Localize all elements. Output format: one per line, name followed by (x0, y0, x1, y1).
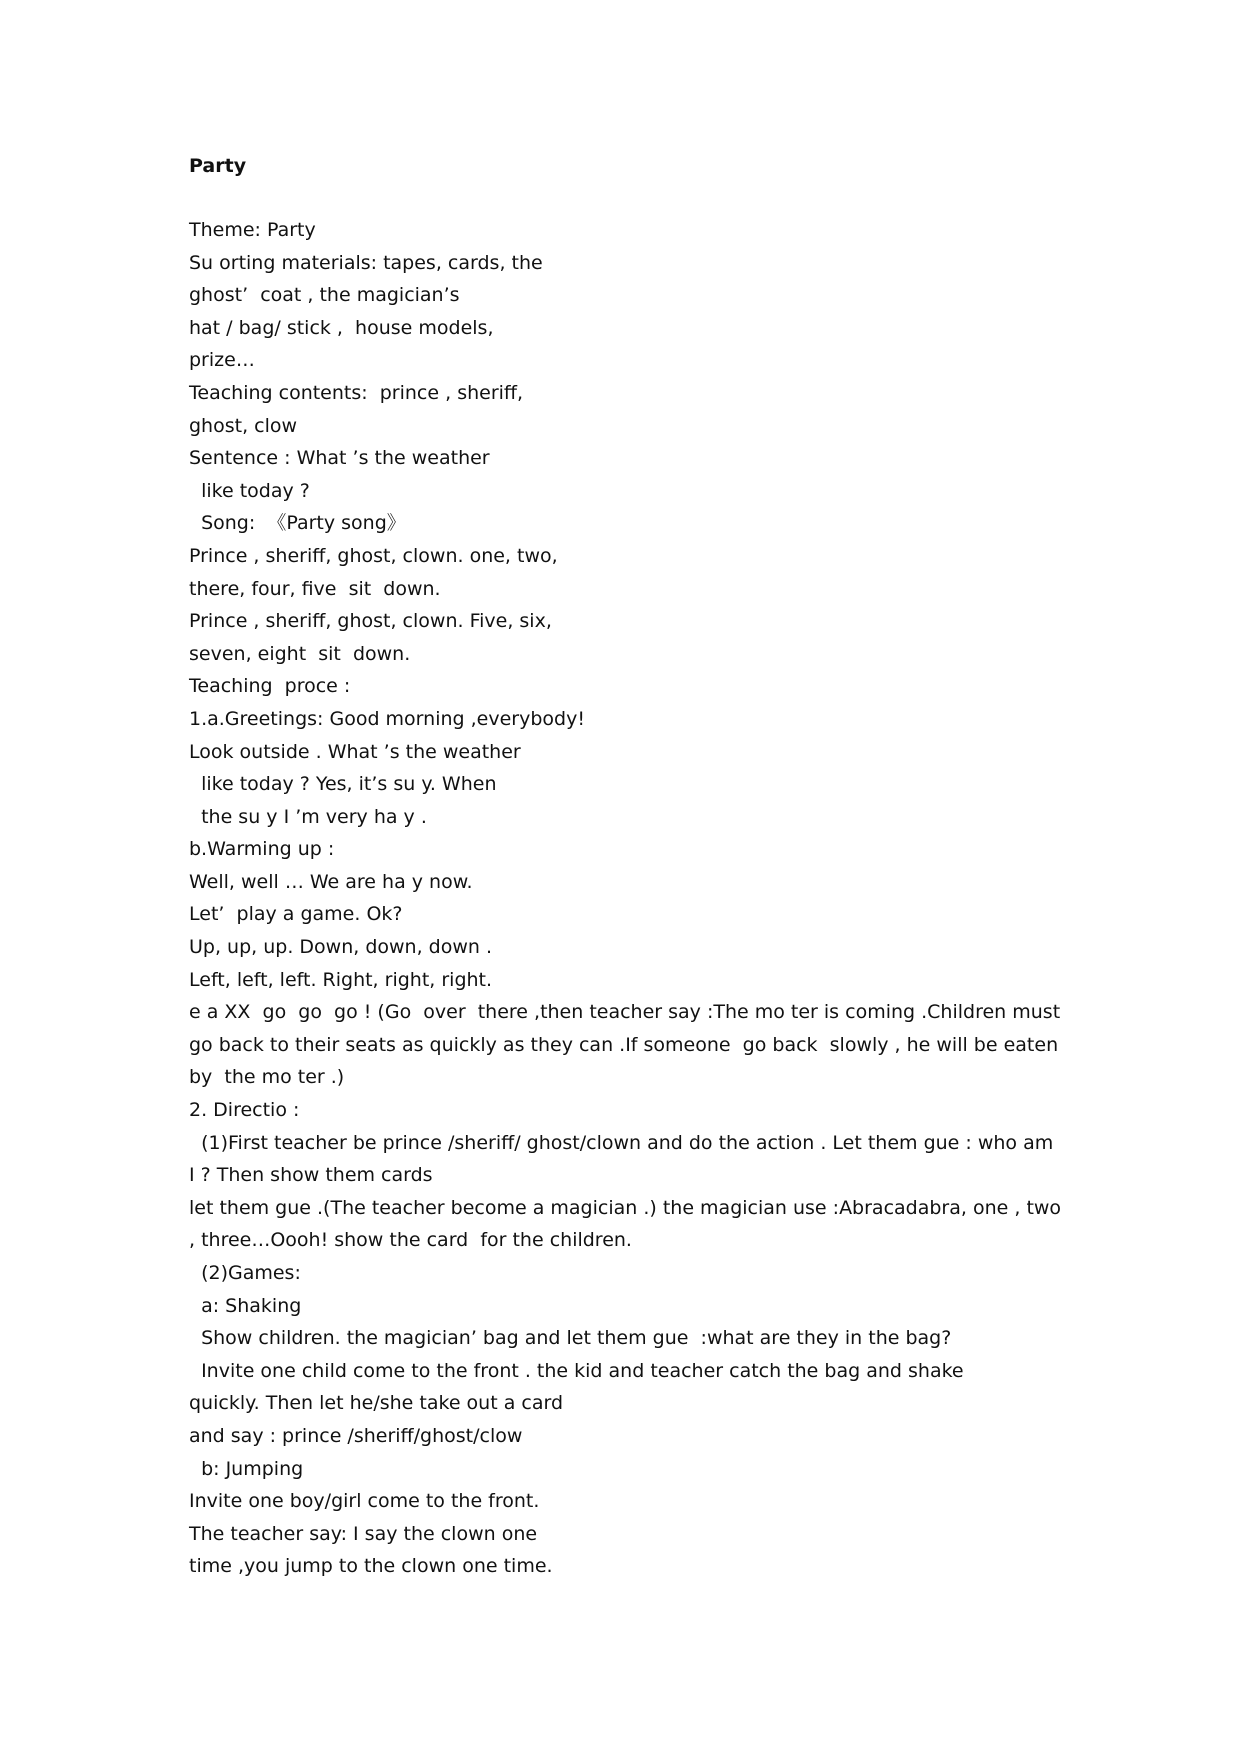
text-line: Prince , sheriff, ghost, clown. Five, six, (189, 610, 552, 633)
text-line: time ,you jump to the clown one time. (189, 1555, 553, 1578)
text-line: b.Warming up : (189, 838, 335, 861)
text-line: e a XX go go go ! (Go over there ,then teacher say :The mo ter is coming .Children must (189, 1001, 1061, 1024)
text-line: Invite one boy/girl come to the front. (189, 1490, 540, 1513)
text-line: Prince , sheriff, ghost, clown. one, two, (189, 544, 558, 567)
text-line: a: Shaking (189, 1294, 302, 1317)
text-line: Well, well … We are ha y now. (189, 870, 473, 893)
text-line: (1)First teacher be prince /sheriff/ ghost/clown and do the action . Let them gue : who am (189, 1131, 1054, 1154)
text-line: b: Jumping (189, 1457, 304, 1480)
text-line: prize… (189, 349, 255, 372)
text-line: ghost, clow (189, 414, 298, 437)
text-line: Teaching proce : (189, 675, 351, 698)
text-line: Up, up, up. Down, down, down . (189, 936, 493, 959)
text-line: Show children. the magician’ bag and let them gue :what are they in the bag? (189, 1327, 952, 1350)
text-line: ghost’ coat , the magician’s (189, 284, 460, 307)
text-line: there, four, five sit down. (189, 577, 441, 600)
text-line: (2)Games: (189, 1262, 301, 1284)
text-line: 2. Directio : (189, 1099, 300, 1122)
text-line: the su y I ’m very ha y . (189, 805, 427, 828)
text-line: like today ? Yes, it’s su y. When (189, 773, 497, 796)
text-line: let them gue .(The teacher become a magician .) the magician use :Abracadabra, one , two (189, 1196, 1062, 1219)
text-line: Sentence : What ’s the weather (189, 447, 490, 470)
text-line: hat / bag/ stick , house models, (189, 316, 494, 339)
text-line: Song: 《Party song》 (189, 512, 406, 535)
text-line: Theme: Party (189, 219, 316, 241)
text-line: go back to their seats as quickly as they can .If someone go back slowly , he will be eaten (189, 1033, 1059, 1056)
text-line: I ? Then show them cards (189, 1164, 433, 1187)
text-line: by the mo ter .) (189, 1066, 345, 1089)
text-line: like today ? (189, 479, 310, 502)
text-line: 1.a.Greetings: Good morning ,everybody! (189, 707, 585, 730)
text-line: Su orting materials: tapes, cards, the (189, 251, 543, 274)
text-line: Left, left, left. Right, right, right. (189, 968, 493, 991)
document-body (189, 214, 1069, 1583)
document-title: Party (189, 155, 247, 177)
text-line: Let’ play a game. Ok? (189, 903, 403, 926)
text-line: Teaching contents: prince , sheriff, (189, 381, 524, 404)
text-line: seven, eight sit down. (189, 642, 411, 665)
text-line: and say : prince /sheriff/ghost/clow (189, 1424, 523, 1447)
text-line: quickly. Then let he/she take out a card (189, 1392, 564, 1415)
text-line: Look outside . What ’s the weather (189, 740, 521, 763)
text-line: Invite one child come to the front . the kid and teacher catch the bag and shake (189, 1359, 964, 1382)
text-line: The teacher say: I say the clown one (189, 1522, 538, 1545)
text-line: , three…Oooh! show the card for the children. (189, 1229, 632, 1252)
